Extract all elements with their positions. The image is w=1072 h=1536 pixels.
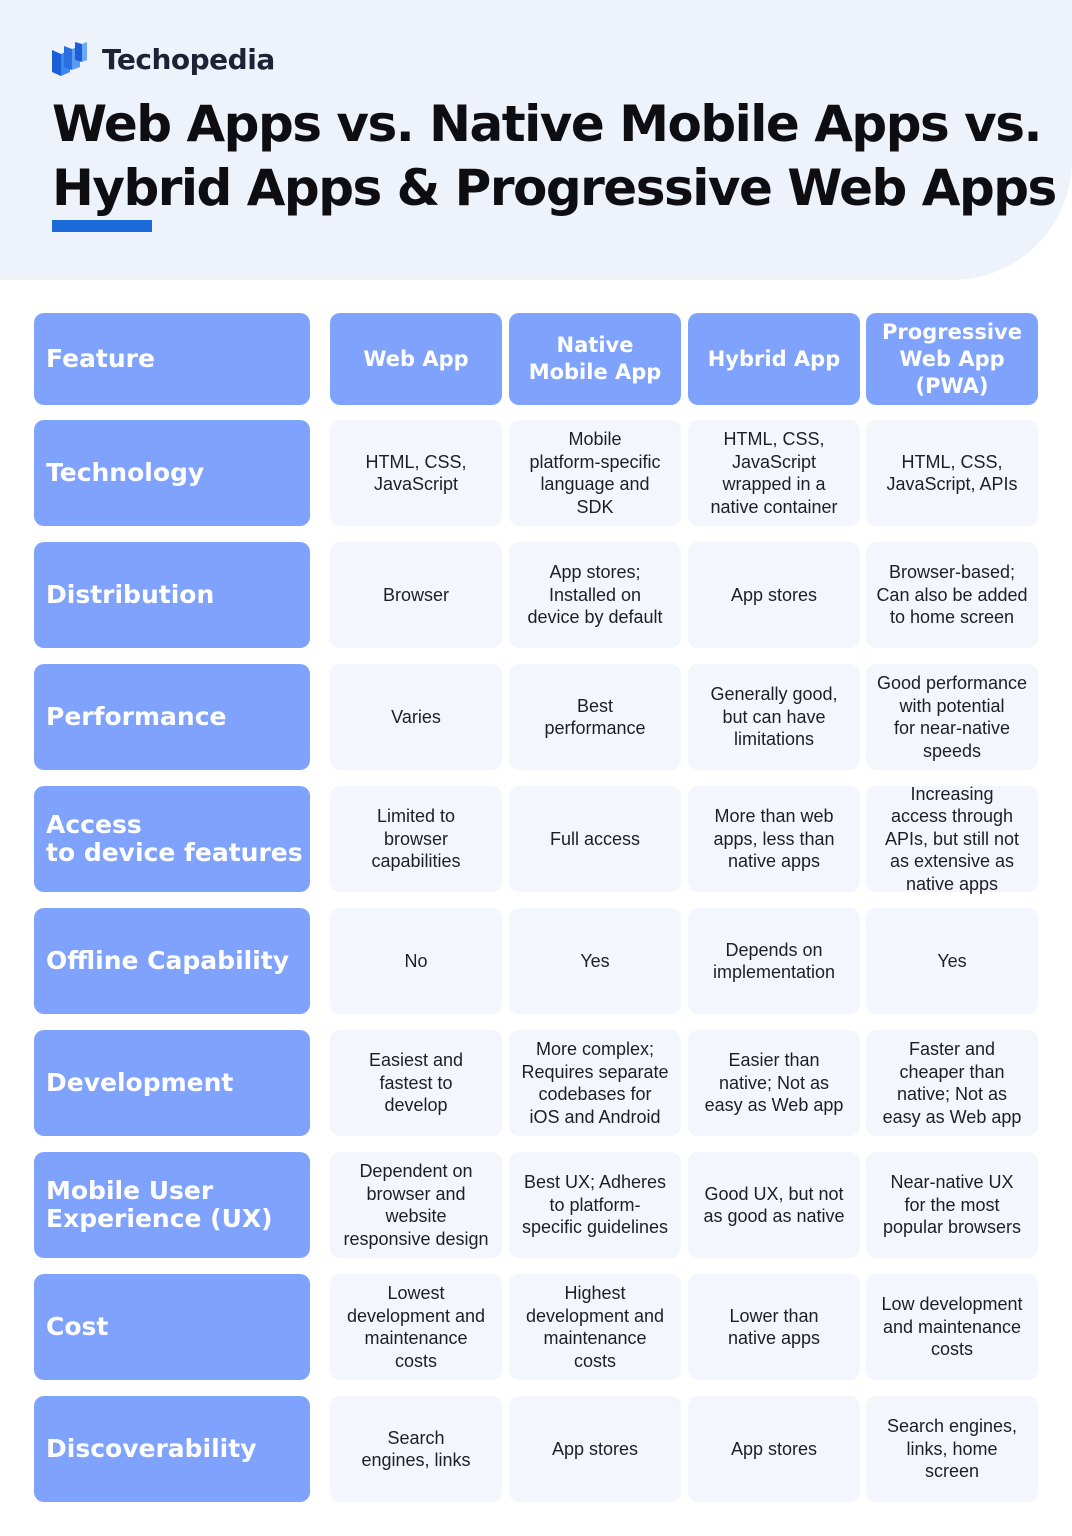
table-cell-text: Full access	[549, 828, 641, 849]
table-cell-text: Low development and maintenance costs	[881, 1294, 1023, 1360]
title-line-2: Hybrid Apps & Progressive Web Apps	[52, 159, 1056, 217]
row-label-performance	[34, 664, 310, 770]
table-cell	[688, 420, 860, 526]
row-label-mobile-user	[34, 1152, 310, 1258]
table-cell-text: Browser-based; Can also be added to home screen	[876, 562, 1028, 628]
table-cell	[330, 420, 502, 526]
table-cell-text: Search engines, links	[361, 1427, 471, 1470]
table-cell-text: Varies	[391, 706, 441, 727]
table-cell	[509, 420, 681, 526]
table-cell	[509, 786, 681, 892]
table-cell	[509, 664, 681, 770]
table-cell	[866, 664, 1038, 770]
table-cell-text: Depends on implementation	[712, 939, 836, 982]
table-cell	[688, 1152, 860, 1258]
column-header-1	[330, 313, 502, 405]
table-cell	[866, 783, 1038, 894]
column-header-2-text: Native Mobile App	[528, 333, 662, 384]
brand-logo[interactable]	[50, 40, 275, 78]
row-label-performance-text: Performance	[46, 702, 227, 731]
row-label-cost	[34, 1274, 310, 1380]
column-header-4	[866, 313, 1038, 405]
table-cell	[866, 542, 1038, 648]
row-label-distribution	[34, 542, 310, 648]
row-label-mobile-user-text: Mobile User Experience (UX)	[46, 1176, 273, 1233]
row-label-offline-capability-text: Offline Capability	[46, 946, 290, 975]
table-cell-text: Yes	[937, 950, 967, 971]
column-header-3	[688, 313, 860, 405]
table-cell-text: App stores	[730, 584, 818, 605]
table-cell-text: Lowest development and maintenance costs	[346, 1283, 486, 1371]
table-cell	[688, 1396, 860, 1502]
table-cell-text: HTML, CSS, JavaScript wrapped in a native container	[710, 429, 838, 517]
column-header-4-text: Progressive Web App (PWA)	[882, 319, 1022, 398]
table-cell-text: Best performance	[544, 695, 646, 738]
row-label-access	[34, 786, 310, 892]
table-cell	[509, 542, 681, 648]
table-cell-text: App stores; Installed on device by default	[527, 562, 663, 628]
table-cell-text: Mobile platform-specific language and SDK	[529, 429, 661, 517]
table-cell	[866, 1396, 1038, 1502]
table-cell	[330, 542, 502, 648]
row-label-technology-text: Technology	[46, 458, 205, 487]
table-cell	[688, 908, 860, 1014]
table-cell	[688, 664, 860, 770]
table-cell	[688, 1030, 860, 1136]
table-cell-text: No	[404, 950, 428, 971]
table-cell	[688, 786, 860, 892]
table-cell	[330, 664, 502, 770]
table-cell-text: Near-native UX for the most popular browsers	[882, 1172, 1022, 1238]
table-cell-text: Yes	[580, 950, 610, 971]
table-cell-text: HTML, CSS, JavaScript	[365, 451, 467, 494]
table-cell-text: Limited to browser capabilities	[371, 806, 461, 872]
column-header-1-text: Web App	[363, 346, 469, 371]
table-cell	[330, 1152, 502, 1258]
table-cell-text: Dependent on browser and website responsive design	[343, 1161, 489, 1249]
table-cell	[330, 786, 502, 892]
table-cell	[509, 1152, 681, 1258]
table-cell	[866, 1030, 1038, 1136]
table-cell	[866, 908, 1038, 1014]
table-cell-text: Highest development and maintenance costs	[525, 1283, 665, 1371]
table-cell	[509, 1274, 681, 1380]
table-cell	[509, 908, 681, 1014]
table-cell-text: More than web apps, less than native apps	[713, 806, 835, 872]
table-cell-text: Faster and cheaper than native; Not as easy as Web app	[882, 1039, 1022, 1127]
row-label-discoverability	[34, 1396, 310, 1502]
page-title	[52, 92, 1056, 220]
table-cell	[330, 1396, 502, 1502]
table-cell-text: Good performance with potential for near-native speeds	[876, 673, 1028, 761]
table-cell	[688, 542, 860, 648]
table-cell-text: Good UX, but not as good as native	[703, 1183, 845, 1226]
table-cell-text: More complex; Requires separate codebases for iOS and Android	[521, 1039, 669, 1127]
table-cell	[866, 1274, 1038, 1380]
table-cell	[330, 1030, 502, 1136]
table-cell-text: Lower than native apps	[727, 1305, 821, 1348]
table-cell-text: Generally good, but can have limitations	[710, 684, 838, 750]
brand-name: Techopedia	[102, 42, 275, 76]
row-label-distribution-text: Distribution	[46, 580, 215, 609]
table-cell-text: Browser	[382, 584, 449, 605]
table-cell	[509, 1030, 681, 1136]
row-label-discoverability-text: Discoverability	[46, 1434, 257, 1463]
column-header-2	[509, 313, 681, 405]
table-cell	[330, 908, 502, 1014]
column-header-3-text: Hybrid App	[707, 346, 841, 371]
table-cell	[866, 1152, 1038, 1258]
table-cell-text: Easier than native; Not as easy as Web app	[704, 1050, 844, 1116]
table-cell-text: Best UX; Adheres to platform- specific guidelines	[521, 1172, 669, 1238]
row-label-technology	[34, 420, 310, 526]
row-label-offline-capability	[34, 908, 310, 1014]
row-label-development	[34, 1030, 310, 1136]
table-cell-text: Easiest and fastest to develop	[368, 1050, 464, 1116]
table-cell-text: Increasing access through APIs, but still not as extensive as native apps	[884, 783, 1020, 894]
table-cell-text: HTML, CSS, JavaScript, APIs	[886, 451, 1018, 494]
table-cell-text: App stores	[730, 1438, 818, 1459]
header-feature-cell-text: Feature	[46, 344, 155, 373]
row-label-access-text: Access to device features	[46, 810, 303, 867]
title-line-1: Web Apps vs. Native Mobile Apps vs.	[52, 95, 1042, 153]
header-feature-cell	[34, 313, 310, 405]
table-cell	[330, 1274, 502, 1380]
techopedia-logo-icon	[50, 40, 88, 78]
title-underline	[52, 220, 152, 232]
table-cell-text: Search engines, links, home screen	[886, 1416, 1018, 1482]
table-cell-text: App stores	[551, 1438, 639, 1459]
row-label-development-text: Development	[46, 1068, 234, 1097]
table-cell	[509, 1396, 681, 1502]
table-cell	[688, 1274, 860, 1380]
table-cell	[866, 420, 1038, 526]
row-label-cost-text: Cost	[46, 1312, 109, 1341]
